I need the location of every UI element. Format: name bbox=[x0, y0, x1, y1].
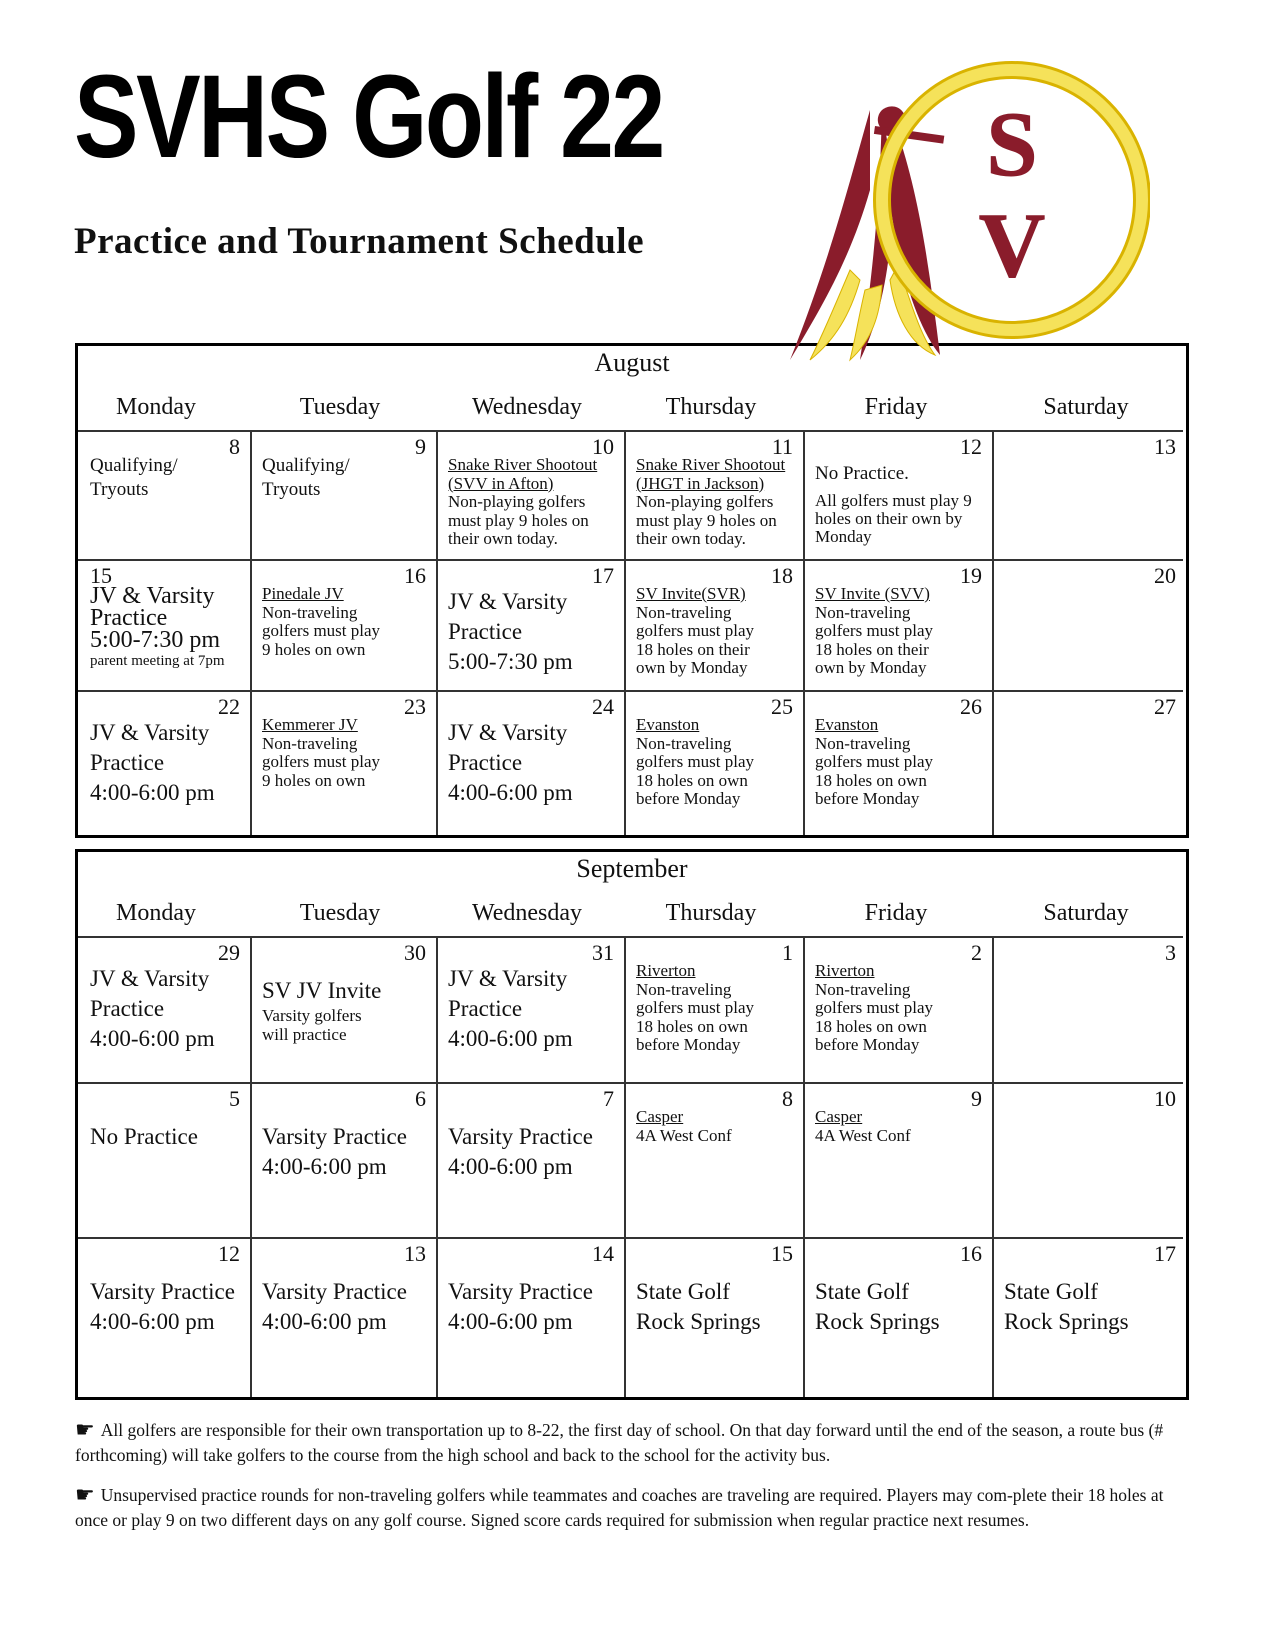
day-number: 15 bbox=[90, 563, 112, 588]
day-cell bbox=[438, 1239, 624, 1397]
event-line: Rock Springs bbox=[815, 1309, 940, 1334]
day-cell bbox=[80, 432, 250, 559]
day-number: 8 bbox=[782, 1086, 793, 1111]
day-event bbox=[815, 585, 986, 678]
event-line: Non-traveling bbox=[636, 979, 732, 999]
day-event bbox=[262, 585, 430, 659]
event-line: JV & Varsity bbox=[448, 966, 568, 991]
day-cell bbox=[626, 692, 803, 835]
event-line: Non-traveling bbox=[262, 602, 358, 622]
event-line: 4:00-6:00 pm bbox=[448, 780, 573, 805]
event-line: 4:00-6:00 pm bbox=[90, 1309, 215, 1334]
day-number: 20 bbox=[1154, 563, 1176, 588]
day-event bbox=[815, 1277, 986, 1337]
day-number: 10 bbox=[592, 434, 614, 459]
day-number: 31 bbox=[592, 940, 614, 965]
event-line: golfers must play bbox=[815, 998, 934, 1017]
event-title: Riverton bbox=[636, 961, 696, 980]
event-line: Non-playing golfers bbox=[448, 492, 586, 511]
event-line: 5:00-7:30 pm bbox=[448, 649, 573, 674]
day-number: 25 bbox=[771, 694, 793, 719]
day-number: 24 bbox=[592, 694, 614, 719]
day-cell bbox=[80, 938, 250, 1082]
event-line: 18 holes on their bbox=[636, 639, 750, 659]
event-line: before Monday bbox=[815, 1035, 920, 1054]
event-line: their own today. bbox=[636, 529, 746, 548]
event-title: Snake River Shootout bbox=[636, 455, 786, 474]
day-cell bbox=[994, 1239, 1186, 1397]
day-number: 9 bbox=[415, 434, 426, 459]
day-event bbox=[262, 442, 430, 502]
day-cell bbox=[994, 938, 1186, 1082]
event-line: Rock Springs bbox=[636, 1309, 761, 1334]
day-cell bbox=[80, 561, 250, 690]
sv-logo bbox=[790, 40, 1150, 380]
day-event bbox=[636, 716, 797, 809]
event-line: 4:00-6:00 pm bbox=[448, 1026, 573, 1051]
day-cell bbox=[805, 561, 992, 690]
event-line: No Practice bbox=[90, 1124, 198, 1149]
event-line: 9 holes on own bbox=[262, 639, 366, 659]
day-number: 8 bbox=[229, 434, 240, 459]
day-cell bbox=[438, 1084, 624, 1237]
day-cell bbox=[438, 692, 624, 835]
event-line: before Monday bbox=[815, 789, 920, 808]
event-line: holes on their own by bbox=[815, 509, 963, 528]
event-line: 5:00-7:30 pm bbox=[90, 627, 220, 653]
month-name: September bbox=[576, 854, 688, 883]
day-number: 18 bbox=[771, 563, 793, 588]
event-line: 4:00-6:00 pm bbox=[448, 1154, 573, 1179]
day-event bbox=[815, 716, 986, 809]
event-line: 18 holes on own bbox=[636, 770, 748, 790]
day-number: 26 bbox=[960, 694, 982, 719]
day-event bbox=[448, 1277, 618, 1337]
event-line: Practice bbox=[448, 996, 523, 1021]
event-line: golfers must play bbox=[636, 998, 755, 1017]
event-line: 18 holes on own bbox=[815, 770, 927, 790]
weekday-label: Thursday bbox=[665, 900, 757, 926]
day-event bbox=[448, 964, 618, 1054]
event-line: 4:00-6:00 pm bbox=[262, 1154, 387, 1179]
event-line: State Golf bbox=[1004, 1279, 1098, 1304]
day-number: 1 bbox=[782, 940, 793, 965]
event-title: Riverton bbox=[815, 961, 875, 980]
month-name: August bbox=[594, 348, 670, 377]
event-line: JV & Varsity bbox=[448, 589, 568, 614]
event-line: Varsity Practice bbox=[262, 1279, 407, 1304]
event-title: Kemmerer JV bbox=[262, 715, 358, 734]
event-line: 4:00-6:00 pm bbox=[448, 1309, 573, 1334]
note-practice-rounds: ☛ Unsupervised practice rounds for non-traveling golfers while teammates and coaches are traveling are required. Players may com-plete their 18 holes at once or play 9 on two different days on any golf course. Signed score cards required for submission when regular practice next resumes. bbox=[75, 1482, 1164, 1530]
day-cell bbox=[252, 1084, 436, 1237]
weekday-header bbox=[78, 394, 1186, 424]
weekday-header bbox=[78, 900, 1186, 930]
day-cell bbox=[626, 938, 803, 1082]
day-number: 22 bbox=[218, 694, 240, 719]
day-number: 16 bbox=[960, 1241, 982, 1266]
pointing-hand-icon: ☛ bbox=[75, 1482, 95, 1507]
event-line: 18 holes on their bbox=[815, 639, 929, 659]
event-line: golfers must play bbox=[262, 752, 381, 771]
event-line: before Monday bbox=[636, 789, 741, 808]
day-event bbox=[262, 716, 430, 790]
weekday-label: Thursday bbox=[665, 394, 757, 420]
event-line bbox=[90, 442, 244, 454]
day-number: 9 bbox=[971, 1086, 982, 1111]
event-location: (SVV in Afton) bbox=[448, 473, 554, 493]
day-cell bbox=[626, 561, 803, 690]
day-number: 5 bbox=[229, 1086, 240, 1111]
event-line: Non-traveling bbox=[636, 733, 732, 753]
day-number: 30 bbox=[404, 940, 426, 965]
day-event bbox=[90, 442, 244, 502]
day-cell bbox=[252, 432, 436, 559]
event-line: Practice bbox=[90, 996, 165, 1021]
day-cell bbox=[80, 1084, 250, 1237]
day-number: 6 bbox=[415, 1086, 426, 1111]
day-cell bbox=[252, 692, 436, 835]
event-line: 4A West Conf bbox=[815, 1125, 911, 1145]
day-event bbox=[815, 1108, 986, 1145]
event-line bbox=[262, 442, 430, 454]
event-line: Qualifying/ bbox=[90, 455, 178, 476]
event-line: JV & Varsity bbox=[448, 720, 568, 745]
event-line: 4:00-6:00 pm bbox=[262, 1309, 387, 1334]
day-cell bbox=[805, 938, 992, 1082]
event-title: Snake River Shootout bbox=[448, 455, 598, 474]
day-number: 13 bbox=[404, 1241, 426, 1266]
day-event bbox=[262, 1277, 430, 1337]
event-line: Non-traveling bbox=[636, 602, 732, 622]
day-event bbox=[90, 585, 244, 671]
event-line: All golfers must play 9 bbox=[815, 491, 972, 510]
day-cell bbox=[252, 561, 436, 690]
day-event bbox=[90, 718, 244, 808]
september-calendar bbox=[75, 849, 1189, 1400]
event-line: Non-traveling bbox=[815, 733, 911, 753]
event-line: own by Monday bbox=[636, 658, 748, 677]
event-line: SV JV Invite bbox=[262, 978, 382, 1003]
event-line: before Monday bbox=[636, 1035, 741, 1054]
event-line: Practice bbox=[448, 619, 523, 644]
event-line: parent meeting at 7pm bbox=[90, 653, 225, 669]
event-line: golfers must play bbox=[262, 621, 381, 640]
weekday-label: Wednesday bbox=[471, 900, 583, 926]
event-line: own by Monday bbox=[815, 658, 927, 677]
day-number: 7 bbox=[603, 1086, 614, 1111]
day-cell bbox=[994, 692, 1186, 835]
day-event bbox=[815, 462, 986, 546]
weekday-label: Wednesday bbox=[471, 394, 583, 420]
event-title: Casper bbox=[815, 1107, 863, 1126]
day-cell bbox=[994, 1084, 1186, 1237]
day-number: 13 bbox=[1154, 434, 1176, 459]
day-cell bbox=[438, 938, 624, 1082]
event-line: Non-traveling bbox=[815, 979, 911, 999]
day-number: 19 bbox=[960, 563, 982, 588]
event-line: 4:00-6:00 pm bbox=[90, 1026, 215, 1051]
event-title: Casper bbox=[636, 1107, 684, 1126]
event-location: (JHGT in Jackson) bbox=[636, 473, 765, 493]
day-event bbox=[90, 1122, 244, 1152]
note-transportation: ☛ All golfers are responsible for their own transportation up to 8-22, the first day of school. On that day forward until the end of the season, a route bus (# forthcoming) will take golfers to the course from the high school and back to the school for the activity bus. bbox=[75, 1417, 1164, 1465]
weekday-label: Friday bbox=[864, 394, 928, 420]
day-event bbox=[448, 718, 618, 808]
weekday-label: Tuesday bbox=[299, 394, 381, 420]
day-cell bbox=[252, 1239, 436, 1397]
event-line: Tryouts bbox=[90, 479, 149, 500]
event-line: golfers must play bbox=[636, 752, 755, 771]
day-event bbox=[636, 962, 797, 1055]
event-line: Qualifying/ bbox=[262, 455, 350, 476]
day-cell bbox=[805, 1239, 992, 1397]
event-line: State Golf bbox=[636, 1279, 730, 1304]
day-number: 14 bbox=[592, 1241, 614, 1266]
day-number: 2 bbox=[971, 940, 982, 965]
day-cell bbox=[994, 432, 1186, 559]
day-cell bbox=[626, 1239, 803, 1397]
event-line: Non-traveling bbox=[815, 602, 911, 622]
day-cell bbox=[252, 938, 436, 1082]
event-line: Practice bbox=[90, 605, 168, 631]
event-line: State Golf bbox=[815, 1279, 909, 1304]
event-line: golfers must play bbox=[815, 621, 934, 640]
svg-text:S: S bbox=[986, 93, 1038, 195]
page-subtitle: Practice and Tournament Schedule bbox=[74, 221, 644, 262]
event-line: No Practice. bbox=[815, 463, 909, 484]
event-line: will practice bbox=[262, 1025, 347, 1044]
event-line: JV & Varsity bbox=[90, 720, 210, 745]
event-title: SV Invite(SVR) bbox=[636, 584, 746, 603]
day-cell bbox=[805, 432, 992, 559]
day-number: 27 bbox=[1154, 694, 1176, 719]
weekday-label: Saturday bbox=[1043, 900, 1129, 926]
event-line: Varsity Practice bbox=[448, 1124, 593, 1149]
day-cell bbox=[805, 1084, 992, 1237]
weekday-label: Monday bbox=[116, 900, 196, 926]
day-event bbox=[636, 456, 797, 549]
event-line: Tryouts bbox=[262, 479, 321, 500]
svg-text:V: V bbox=[978, 194, 1046, 296]
pointing-hand-icon: ☛ bbox=[75, 1417, 95, 1442]
event-line: must play 9 holes on bbox=[448, 510, 589, 530]
event-title: Evanston bbox=[815, 715, 879, 734]
day-cell bbox=[80, 1239, 250, 1397]
event-line: JV & Varsity bbox=[90, 966, 210, 991]
event-line: 18 holes on own bbox=[815, 1016, 927, 1036]
day-cell bbox=[438, 561, 624, 690]
day-event bbox=[815, 962, 986, 1055]
event-title: SV Invite (SVV) bbox=[815, 584, 930, 603]
day-event bbox=[1004, 1277, 1180, 1337]
event-line: Varsity Practice bbox=[90, 1279, 235, 1304]
day-cell bbox=[80, 692, 250, 835]
feather-icon bbox=[790, 106, 944, 360]
day-number: 12 bbox=[218, 1241, 240, 1266]
day-number: 12 bbox=[960, 434, 982, 459]
weekday-label: Tuesday bbox=[299, 900, 381, 926]
event-title: Pinedale JV bbox=[262, 584, 344, 603]
day-event bbox=[448, 587, 618, 677]
day-cell bbox=[626, 432, 803, 559]
august-calendar bbox=[75, 343, 1189, 838]
event-line: Monday bbox=[815, 527, 872, 546]
event-line: JV & Varsity bbox=[90, 583, 215, 609]
day-event bbox=[90, 1277, 244, 1337]
day-number: 15 bbox=[771, 1241, 793, 1266]
event-line: 9 holes on own bbox=[262, 770, 366, 790]
weekday-label: Saturday bbox=[1043, 394, 1129, 420]
day-cell bbox=[994, 561, 1186, 690]
event-line: their own today. bbox=[448, 529, 558, 548]
day-cell bbox=[626, 1084, 803, 1237]
day-event bbox=[636, 1108, 797, 1145]
event-line: 4A West Conf bbox=[636, 1125, 732, 1145]
event-line: Practice bbox=[90, 750, 165, 775]
day-event bbox=[262, 1122, 430, 1182]
day-event bbox=[636, 585, 797, 678]
event-line: 18 holes on own bbox=[636, 1016, 748, 1036]
day-cell bbox=[438, 432, 624, 559]
day-event bbox=[448, 1122, 618, 1182]
day-number: 11 bbox=[771, 434, 793, 459]
event-line: 4:00-6:00 pm bbox=[90, 780, 215, 805]
event-line: golfers must play bbox=[636, 621, 755, 640]
event-line: Practice bbox=[448, 750, 523, 775]
day-cell bbox=[805, 692, 992, 835]
event-line: Varsity Practice bbox=[262, 1124, 407, 1149]
event-line: golfers must play bbox=[815, 752, 934, 771]
day-event bbox=[448, 456, 618, 549]
event-line: Varsity golfers bbox=[262, 1006, 362, 1025]
day-number: 29 bbox=[218, 940, 240, 965]
day-number: 17 bbox=[592, 563, 614, 588]
event-line: Rock Springs bbox=[1004, 1309, 1129, 1334]
day-number: 17 bbox=[1154, 1241, 1176, 1266]
day-event bbox=[90, 964, 244, 1054]
event-line: Non-traveling bbox=[262, 733, 358, 753]
event-line: Varsity Practice bbox=[448, 1279, 593, 1304]
event-line: must play 9 holes on bbox=[636, 510, 777, 530]
day-number: 23 bbox=[404, 694, 426, 719]
weekday-label: Friday bbox=[864, 900, 928, 926]
day-event bbox=[262, 976, 430, 1044]
page-title: SVHS Golf 22 bbox=[74, 51, 663, 183]
day-number: 16 bbox=[404, 563, 426, 588]
weekday-label: Monday bbox=[116, 394, 196, 420]
day-event bbox=[636, 1277, 797, 1337]
event-title: Evanston bbox=[636, 715, 700, 734]
day-number: 10 bbox=[1154, 1086, 1176, 1111]
event-line: Non-playing golfers bbox=[636, 492, 774, 511]
day-number: 3 bbox=[1165, 940, 1176, 965]
